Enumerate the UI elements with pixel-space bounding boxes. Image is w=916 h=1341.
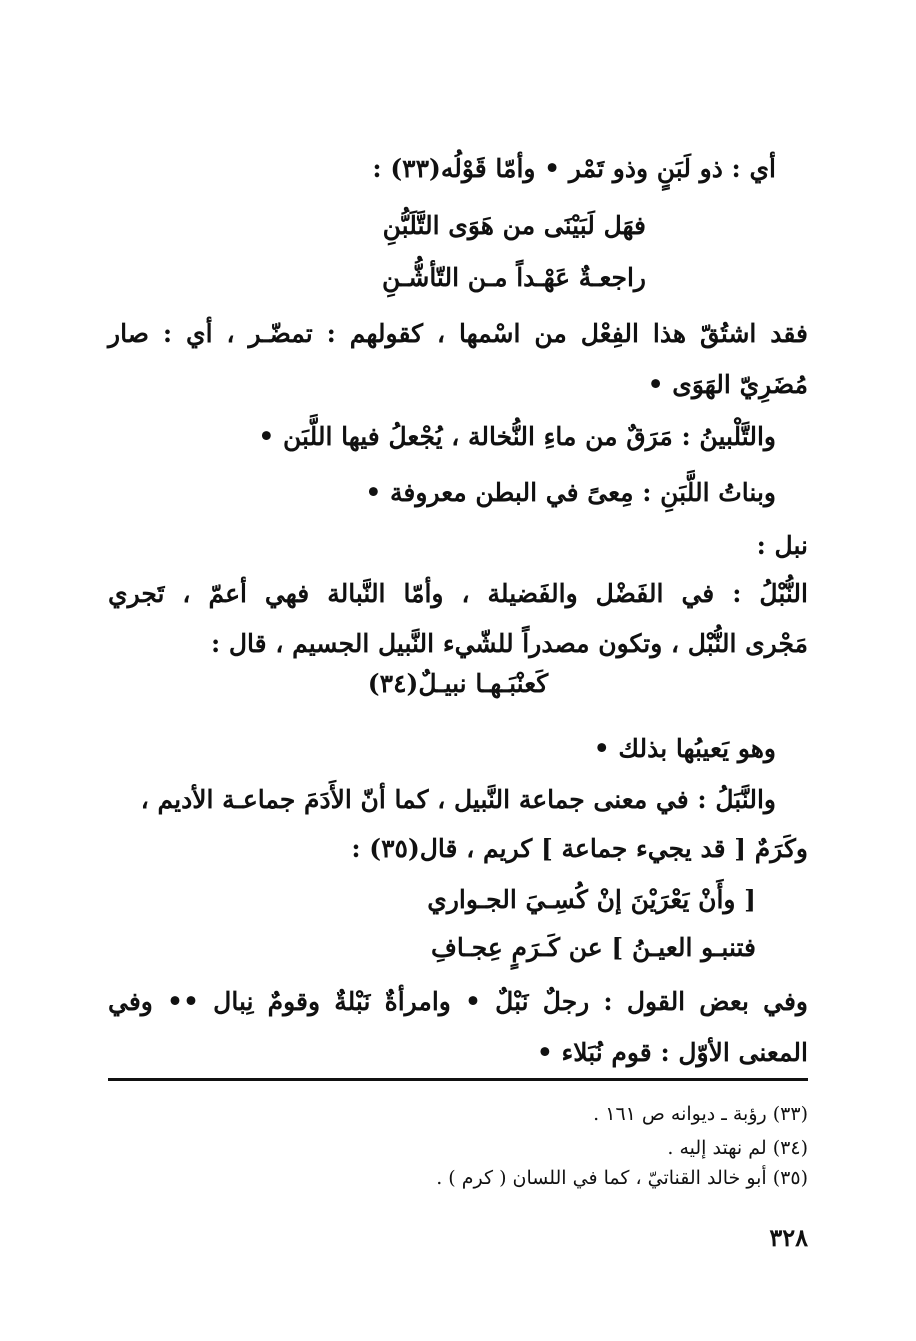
entry-heading: نبل :	[756, 531, 808, 560]
text-line-9: النُّبْلُ : في الفَضْل والفَضيلة ، وأمّا النَّبالة فهي أعمّ ، تَجري	[108, 579, 808, 608]
text-line-13: والنَّبَلُ : في معنى جماعة النَّبيل ، كما أنّ الأَدَمَ جماعـة الأديم ،	[140, 785, 776, 814]
text-line-12: وهو يَعيبُها بذلك •	[593, 734, 776, 763]
verse-line-5: فتنبـو العيـنُ ] عن كَـرَمٍ عِجـافِ	[430, 933, 756, 962]
text-line-6: والتَّلْبينُ : مَرَقٌ من ماءِ النُّخالة ، يُجْعلُ فيها اللَّبَن •	[258, 422, 776, 451]
text-line-4: فقد اشتُقّ هذا الفِعْل من اسْمها ، كقولهم : تمضّـر ، أي : صار	[108, 319, 808, 348]
verse-line-3: كَعنْبَـهـا نبيـلٌ(٣٤)	[367, 669, 549, 698]
footnote-34: (٣٤) لم نهتد إليه .	[667, 1137, 808, 1159]
text-line-5: مُضَرِيّ الهَوَى •	[647, 370, 808, 399]
footnote-35: (٣٥) أبو خالد القناتيّ ، كما في اللسان ( كرم ) .	[436, 1167, 808, 1189]
verse-line-4: [ وأَنْ يَعْرَيْنَ إنْ كُسِـيَ الجـواري	[427, 885, 756, 914]
text-line-7: وبناتُ اللَّبَنِ : مِعىً في البطن معروفة •	[365, 478, 776, 507]
text-line-10: مَجْرى النُّبْل ، وتكون مصدراً للشّيء النَّبيل الجسيم ، قال :	[210, 629, 808, 658]
verse-line-1: فهَل لَبَيْنَى من هَوَى التَّلَبُّنِ	[382, 211, 646, 240]
footnote-33: (٣٣) رؤبة ـ ديوانه ص ١٦١ .	[593, 1103, 808, 1125]
footnote-divider	[108, 1078, 808, 1081]
page-number: ٣٢٨	[769, 1223, 808, 1252]
text-line-17: وفي بعض القول : رجلٌ نَبْلٌ • وامرأةٌ نَبْلةٌ وقومٌ نِبال •• وفي	[108, 987, 808, 1016]
text-line-18: المعنى الأوّل : قوم نُبَلاء •	[536, 1038, 808, 1067]
text-line-14: وكَرَمٌ [ قد يجيء جماعة ] كريم ، قال(٣٥) :	[351, 834, 808, 863]
verse-line-2: راجعـةٌ عَهْـداً مـن التّأشُّـنِ	[382, 263, 646, 292]
text-line-1: أي : ذو لَبَنٍ وذو تَمْر • وأمّا قَوْلُه(٣٣) :	[372, 154, 776, 183]
